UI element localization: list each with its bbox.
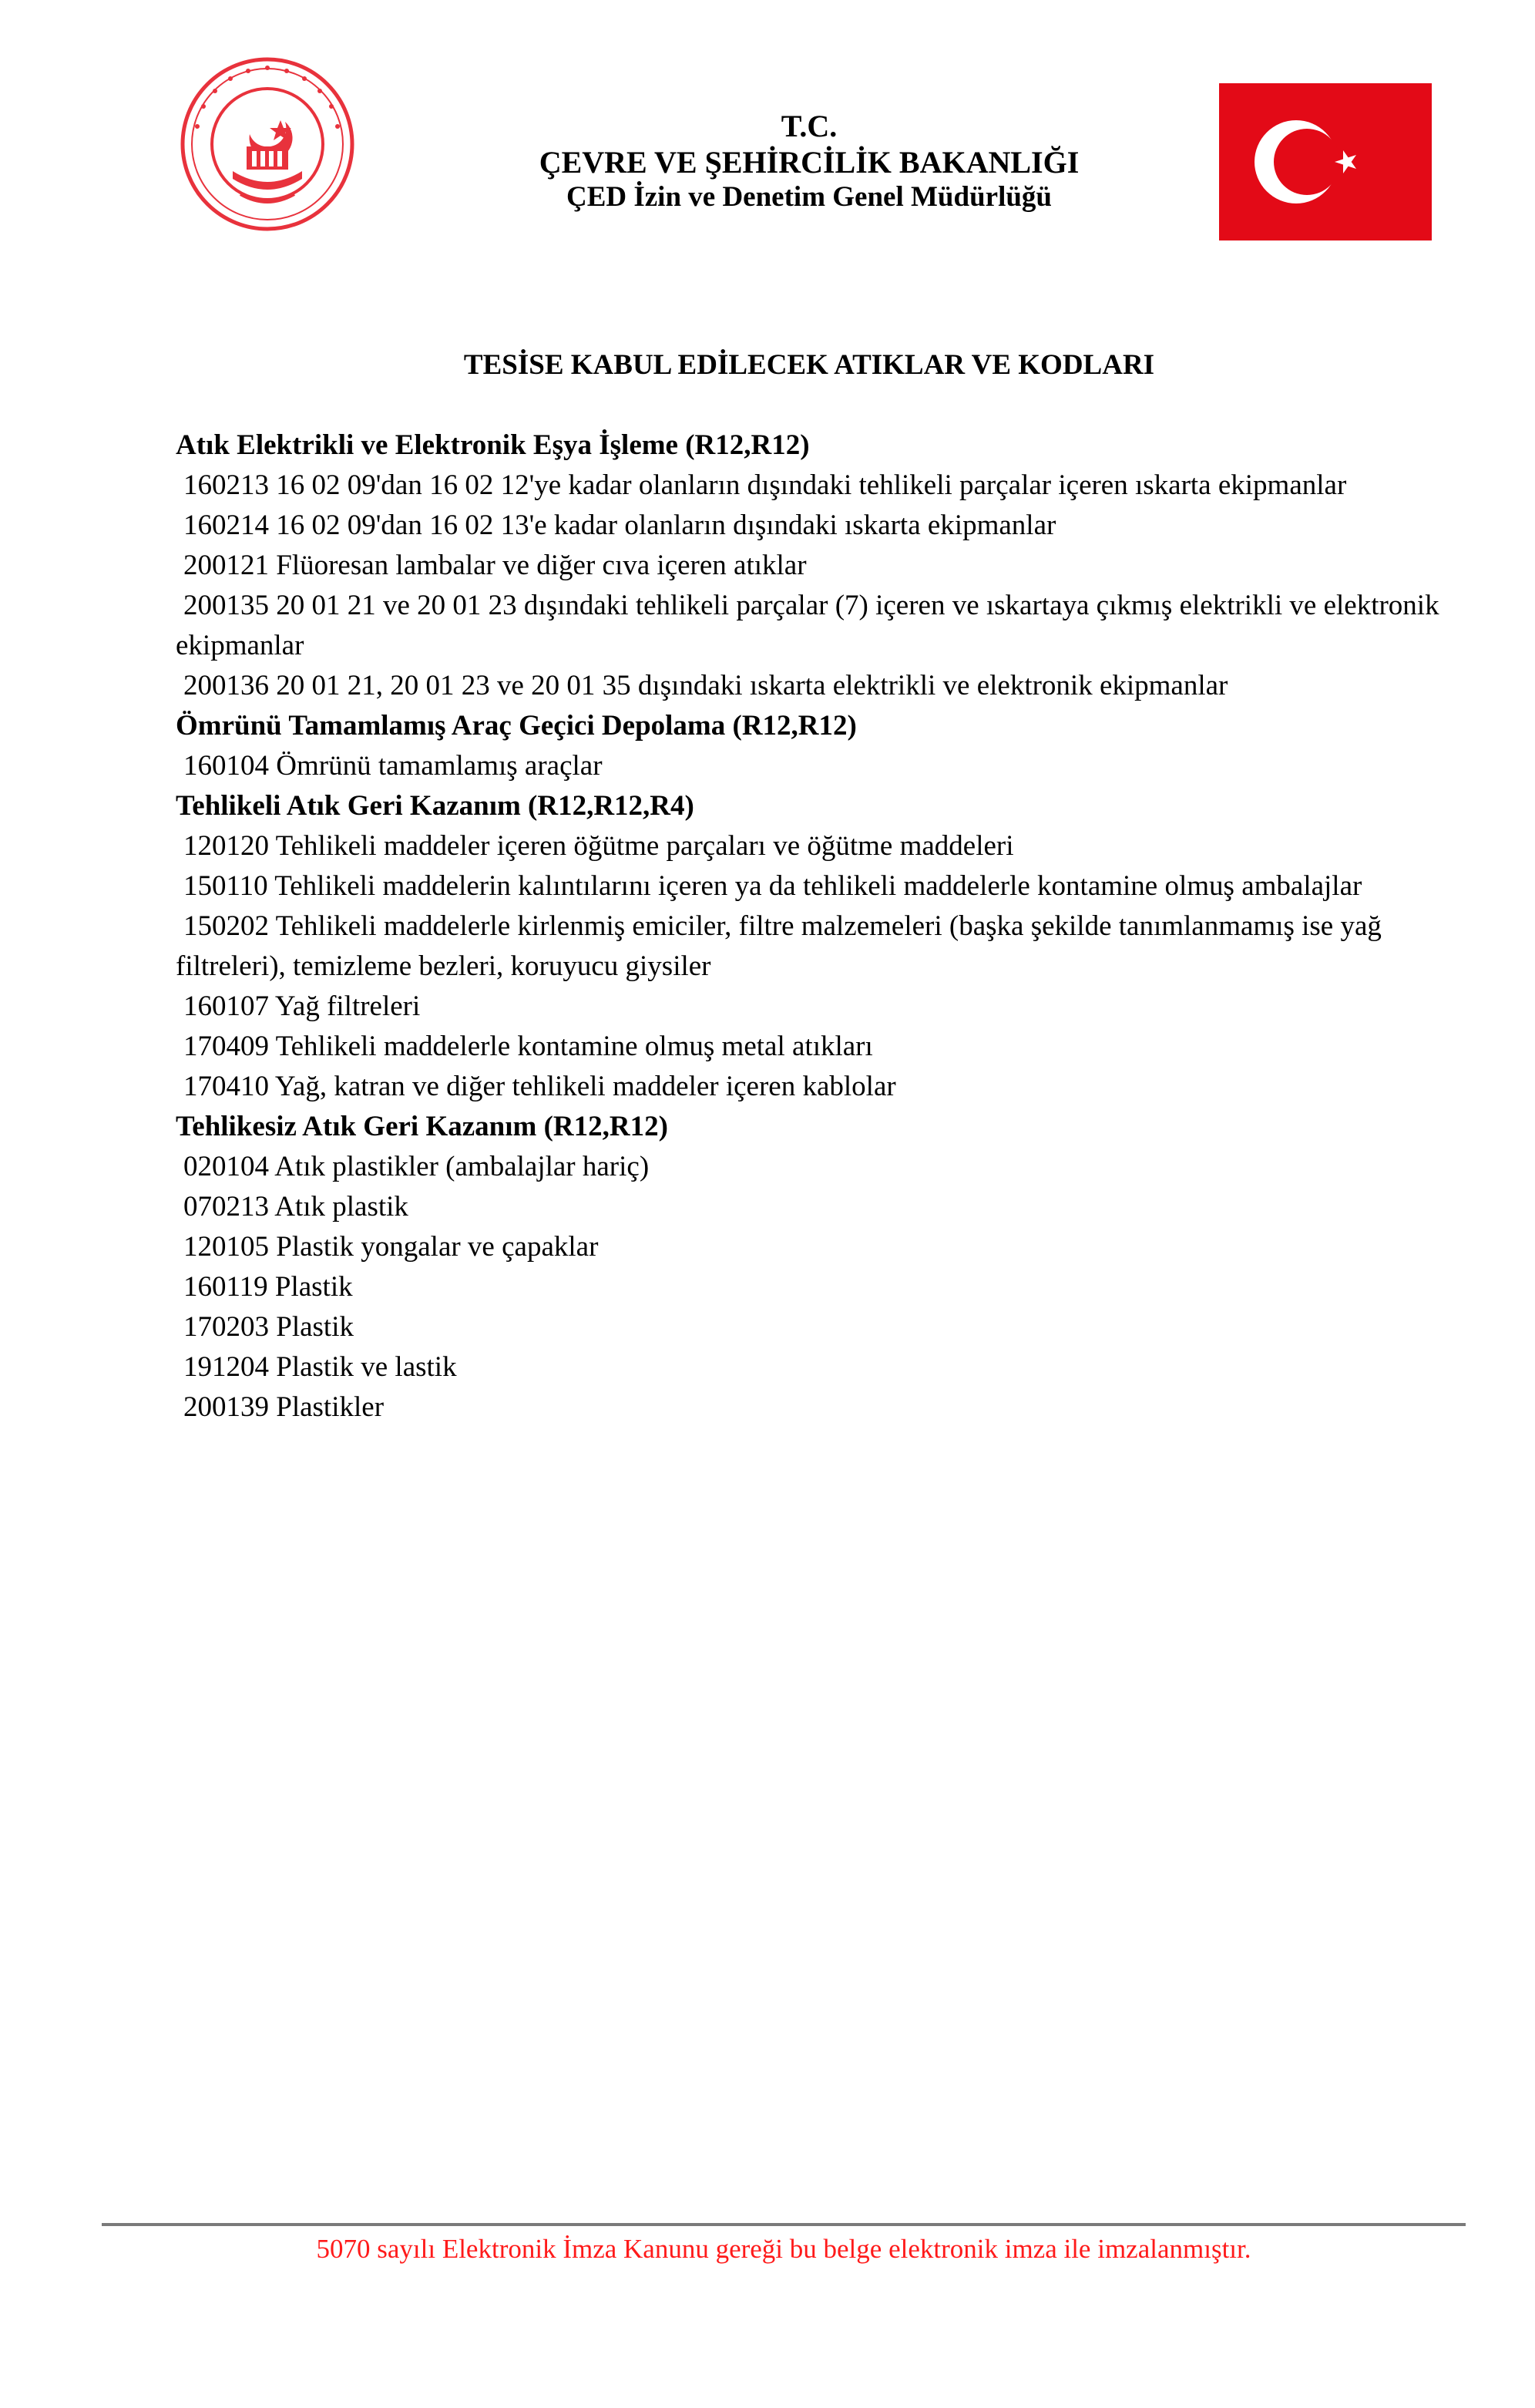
list-item: 200136 20 01 21, 20 01 23 ve 20 01 35 dışındaki ıskarta elektrikli ve elektronik ekipmanlar xyxy=(183,670,1228,701)
section-heading: Tehlikeli Atık Geri Kazanım (R12,R12,R4) xyxy=(176,790,694,822)
list-item: 160213 16 02 09'dan 16 02 12'ye kadar olanların dışındaki tehlikeli parçalar içeren ıskarta ekipmanlar xyxy=(183,469,1347,501)
turkish-flag-icon xyxy=(1219,83,1432,240)
list-item: 160107 Yağ filtreleri xyxy=(183,990,421,1022)
header-directorate: ÇED İzin ve Denetim Genel Müdürlüğü xyxy=(566,181,1053,214)
list-item: 200121 Flüoresan lambalar ve diğer cıva içeren atıklar xyxy=(183,550,807,581)
header-ministry: ÇEVRE VE ŞEHİRCİLİK BAKANLIĞI xyxy=(539,145,1080,180)
list-item: 160104 Ömrünü tamamlamış araçlar xyxy=(183,750,603,782)
list-item: 150110 Tehlikeli maddelerin kalıntılarını içeren ya da tehlikeli maddelerle kontamine olmuş ambalajlar xyxy=(183,870,1362,902)
document-header xyxy=(462,108,1156,214)
list-item: 170410 Yağ, katran ve diğer tehlikeli maddeler içeren kablolar xyxy=(183,1071,896,1102)
list-item: 170409 Tehlikeli maddelerle kontamine olmuş metal atıkları xyxy=(183,1031,873,1062)
list-item: 200139 Plastikler xyxy=(183,1391,385,1423)
list-item: 160214 16 02 09'dan 16 02 13'e kadar olanların dışındaki ıskarta ekipmanlar xyxy=(183,510,1056,541)
waste-code-list xyxy=(176,425,1447,1428)
header-tc: T.C. xyxy=(781,109,838,143)
list-item: 200135 20 01 21 ve 20 01 23 dışındaki tehlikeli parçalar (7) içeren ve ıskartaya çıkmış elektrikli ve elektronik ekipmanlar xyxy=(176,590,1439,661)
list-item: 120120 Tehlikeli maddeler içeren öğütme parçaları ve öğütme maddeleri xyxy=(183,830,1014,862)
list-item: 170203 Plastik xyxy=(183,1311,354,1343)
ministry-seal-icon xyxy=(179,55,356,233)
list-item: 150202 Tehlikeli maddelerle kirlenmiş emiciler, filtre malzemeleri (başka şekilde tanımlanmamış ise yağ filtreleri), temizleme bezleri, koruyucu giysiler xyxy=(176,910,1382,982)
section-heading: Ömrünü Tamamlamış Araç Geçici Depolama (R12,R12) xyxy=(176,710,857,742)
list-item: 160119 Plastik xyxy=(183,1271,353,1303)
document-title: TESİSE KABUL EDİLECEK ATIKLAR VE KODLARI xyxy=(463,349,1155,381)
section-heading: Atık Elektrikli ve Elektronik Eşya İşleme (R12,R12) xyxy=(176,429,810,461)
section-heading: Tehlikesiz Atık Geri Kazanım (R12,R12) xyxy=(176,1111,668,1142)
e-signature-note: 5070 sayılı Elektronik İmza Kanunu gereği bu belge elektronik imza ile imzalanmıştır. xyxy=(316,2234,1251,2264)
list-item: 070213 Atık plastik xyxy=(183,1191,408,1222)
footer-divider xyxy=(102,2223,1466,2226)
list-item: 191204 Plastik ve lastik xyxy=(183,1351,457,1383)
list-item: 120105 Plastik yongalar ve çapaklar xyxy=(183,1231,599,1263)
list-item: 020104 Atık plastikler (ambalajlar hariç) xyxy=(183,1151,650,1182)
